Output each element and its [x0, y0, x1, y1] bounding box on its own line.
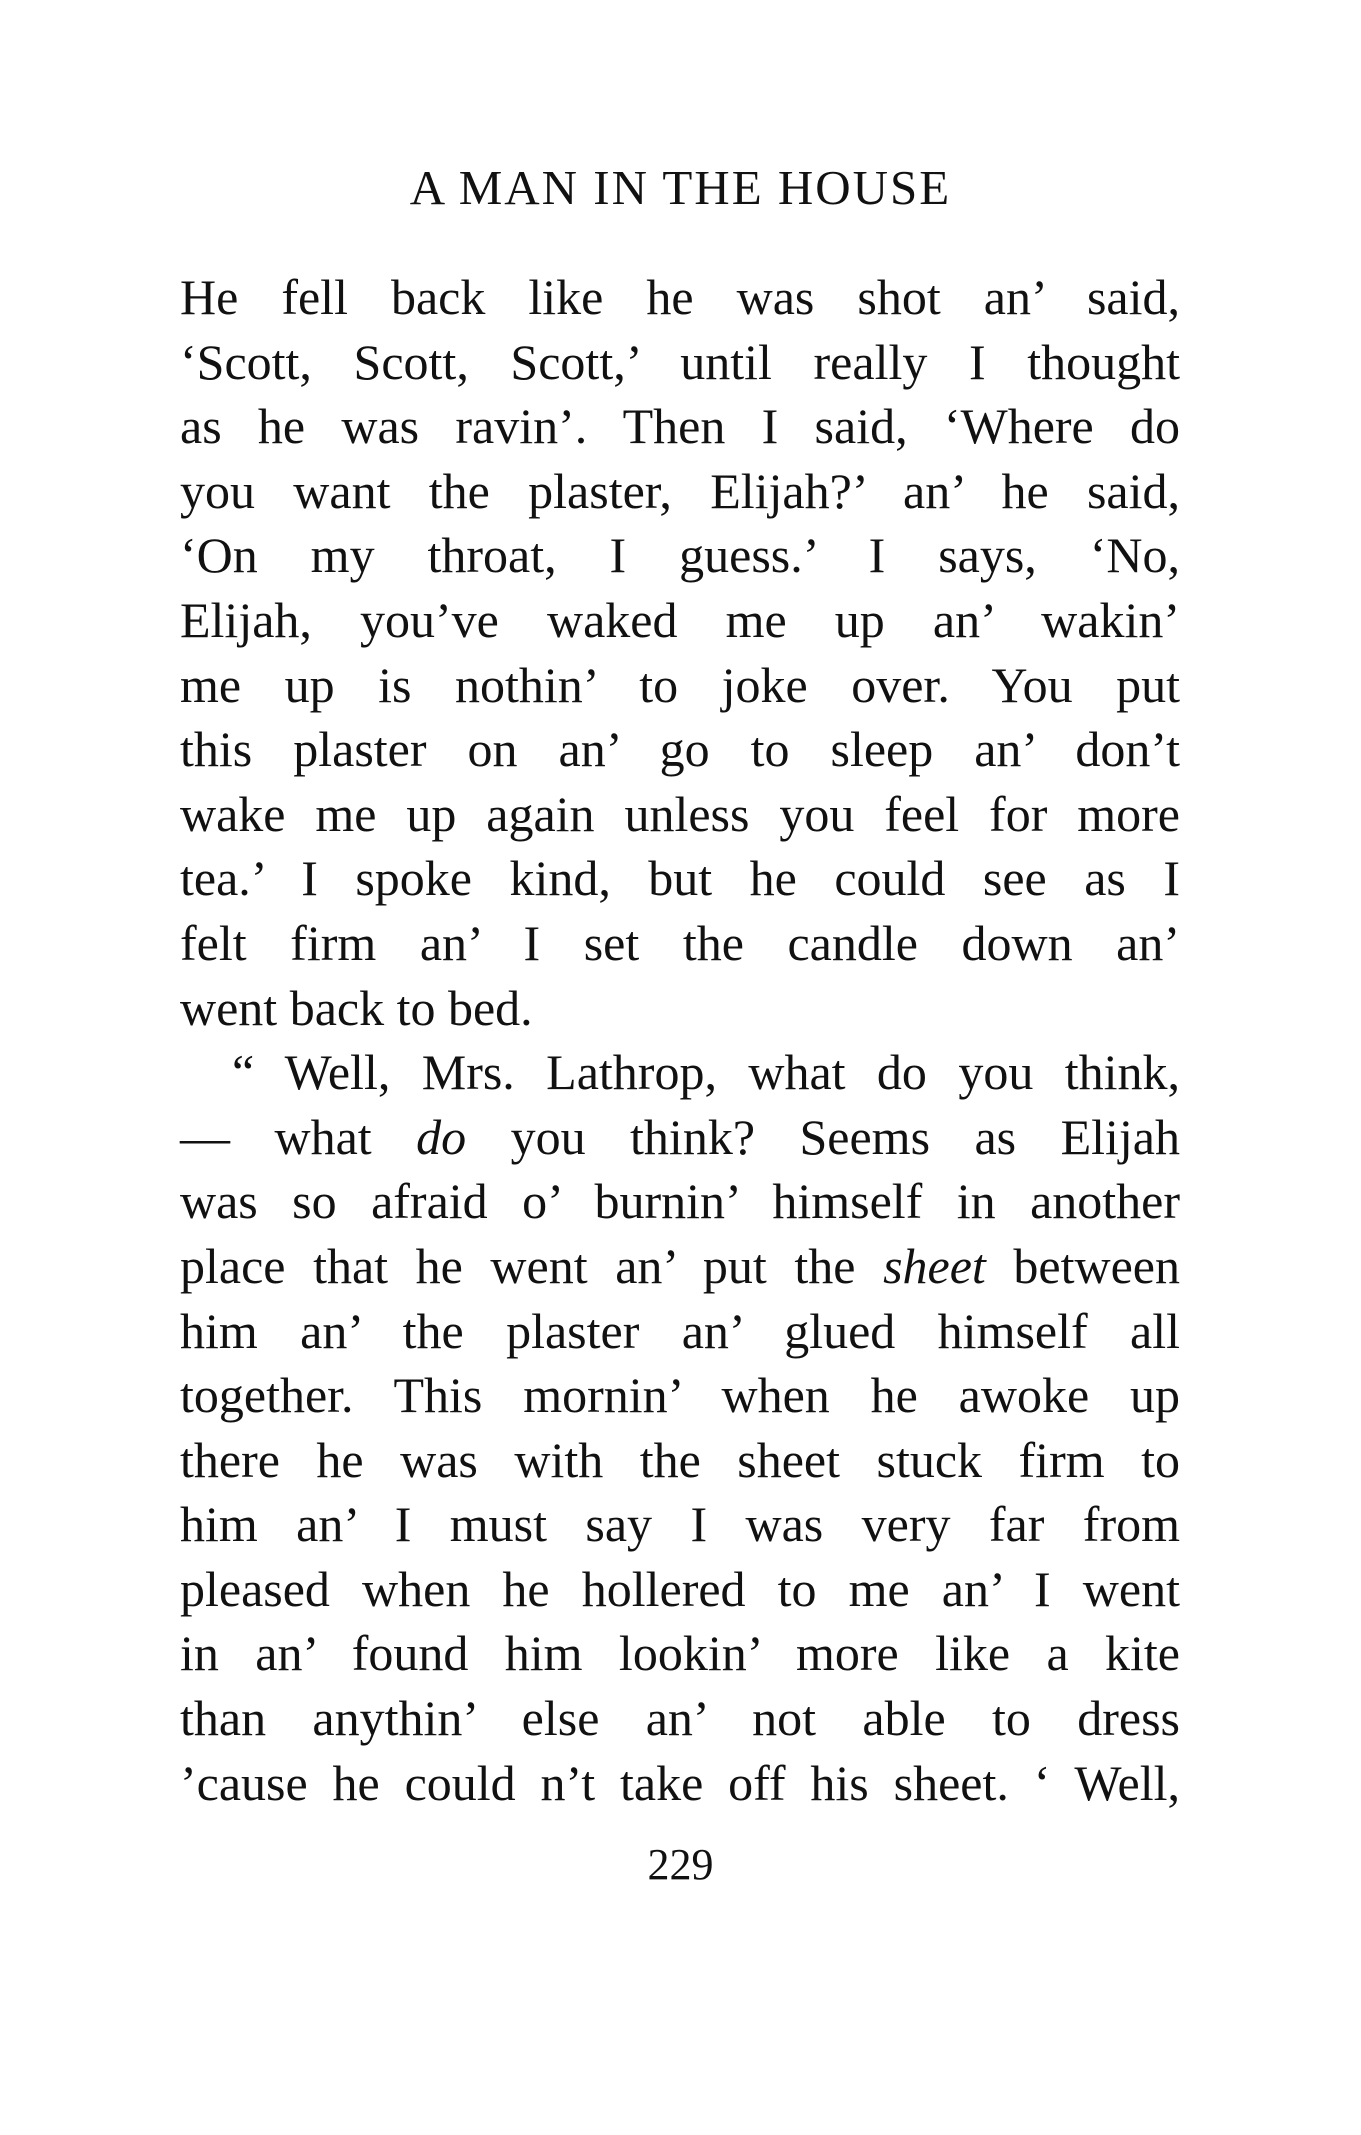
text-segment: between: [985, 1237, 1180, 1294]
text-line-with-emphasis: [180, 1234, 1180, 1299]
text-line: “ Well, Mrs. Lathrop, what do you think,: [232, 1044, 1180, 1101]
text-line: than anythin’ else an’ not able to dress: [180, 1690, 1180, 1747]
text-line-with-emphasis: [180, 1105, 1180, 1170]
text-line: you want the plaster, Elijah?’ an’ he said,: [180, 462, 1180, 519]
text-line: felt firm an’ I set the candle down an’: [180, 914, 1180, 971]
emphasis-text: do: [416, 1108, 467, 1165]
paragraph-1: [180, 265, 1180, 1040]
text-line: together. This mornin’ when he awoke up: [180, 1367, 1180, 1424]
text-line: me up is nothin’ to joke over. You put: [180, 656, 1180, 713]
text-line: ‘Scott, Scott, Scott,’ until really I thought: [180, 333, 1180, 390]
text-line: there he was with the sheet stuck firm to: [180, 1431, 1180, 1488]
text-line: as he was ravin’. Then I said, ‘Where do: [180, 398, 1180, 455]
text-line: Elijah, you’ve waked me up an’ wakin’: [180, 591, 1180, 648]
page-number: 229: [647, 1840, 714, 1889]
text-line: him an’ I must say I was very far from: [180, 1496, 1180, 1553]
text-segment: — what: [180, 1108, 417, 1165]
emphasis-text: sheet: [883, 1237, 986, 1294]
text-line: pleased when he hollered to me an’ I went: [180, 1560, 1180, 1617]
paragraph-2: [180, 1040, 1180, 1815]
text-segment: place that he went an’ put the: [180, 1237, 884, 1294]
text-line: ’cause he could n’t take off his sheet. ‘ Well,: [180, 1754, 1180, 1811]
text-line: went back to bed.: [180, 979, 533, 1036]
text-segment: you think? Seems as Elijah: [466, 1108, 1181, 1165]
text-line: in an’ found him lookin’ more like a kite: [180, 1625, 1180, 1682]
text-line: him an’ the plaster an’ glued himself all: [180, 1302, 1180, 1359]
text-line: tea.’ I spoke kind, but he could see as I: [180, 850, 1180, 907]
text-line: He fell back like he was shot an’ said,: [180, 269, 1180, 325]
text-line: was so afraid o’ burnin’ himself in another: [180, 1173, 1180, 1230]
text-line: wake me up again unless you feel for more: [180, 785, 1180, 842]
body-text: [180, 265, 1180, 1815]
running-title: A MAN IN THE HOUSE: [409, 160, 952, 215]
text-line: ‘On my throat, I guess.’ I says, ‘No,: [180, 527, 1180, 584]
text-line: this plaster on an’ go to sleep an’ don’t: [180, 721, 1180, 778]
